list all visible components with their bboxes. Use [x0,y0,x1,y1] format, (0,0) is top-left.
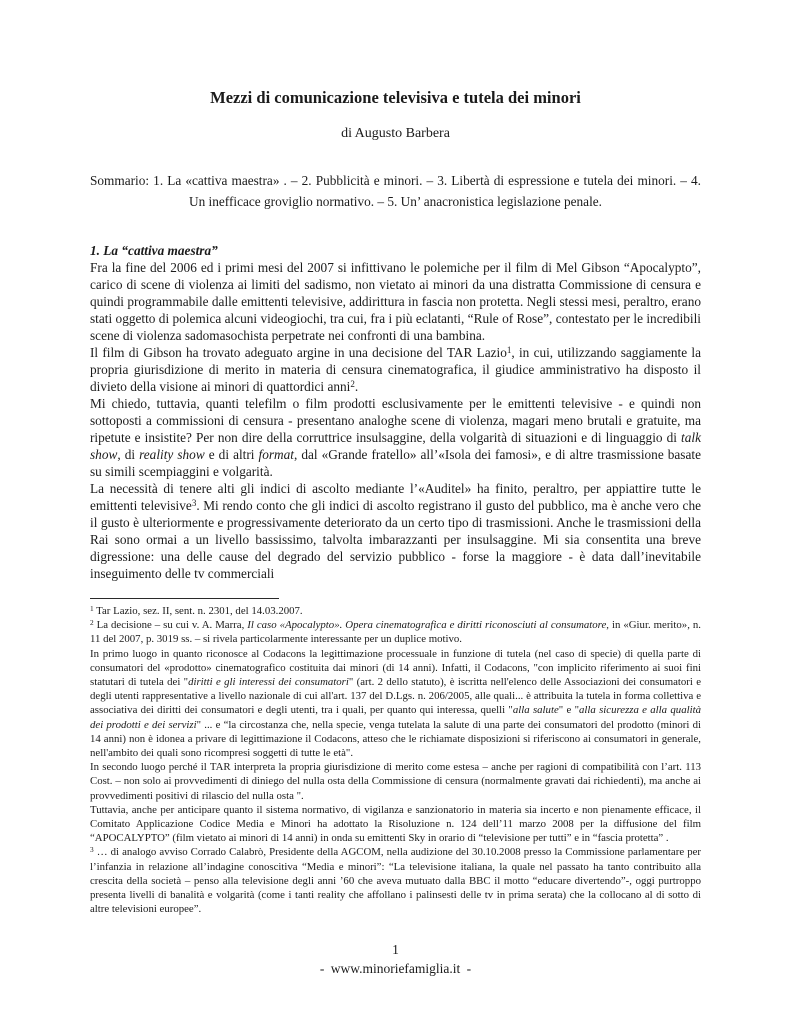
footnote-2-continued: Tuttavia, anche per anticipare quanto il sistema normativo, di vigilanza e sanzionatorio in materia sia incerto e non pienamente efficace, il Comitato Applicazione Codice Media e Minori ha adottato la Risoluzione n. 124 dell’11 marzo 2008 per la diffusione del film “APOCALYPTO” (film vietato ai minori di 14 anni) in onda su emittenti Sky in orario di “televisione per tutti” e in “fascia protetta” . [90,803,701,845]
body-paragraph: Il film di Gibson ha trovato adeguato argine in una decisione del TAR Lazio$^1$, in cui, utilizzando saggiamente la propria giurisdizione di merito in materia di censura cinematografica, il giudice amministrativo ha disposto il divieto della visione ai minori di quattordici anni$^2$. [90,344,701,394]
page-number: 1 [392,942,399,957]
sommario: Sommario: 1. La «cattiva maestra» . – 2. Pubblicità e minori. – 3. Libertà di espressione e tutela dei minori. – 4. Un inefficace groviglio normativo. – 5. Un’ anacronistica legislazione penale. [90,173,701,209]
section-heading: 1. La “cattiva maestra” [90,243,218,258]
body-paragraph: Fra la fine del 2006 ed i primi mesi del 2007 si infittivano le polemiche per il film di Mel Gibson “Apocalypto”, carico di scene di violenza ai limiti del sadismo, non vietato ai minori da una distratta Commissione di censura e quindi programmabile dalle emittenti televisive, addirittura in fascia non protetta. Negli stessi mesi, peraltro, erano stati oggetto di polemica alcuni videogiochi, tra cui, fra i più eclatanti, “Rule of Rose”, contestato per le incredibili scene di violenza sadomasochista perpetrate nei confronti di una bambina. [90,260,701,343]
footer-url: - www.minoriefamiglia.it - [319,961,472,976]
footnote-separator [90,598,279,599]
page-title: Mezzi di comunicazione televisiva e tutela dei minori [210,88,581,107]
footnotes-section [90,598,701,916]
footnote-2: $^2$ La decisione – su cui v. A. Marra, Il caso «Apocalypto». Opera cinematografica e diritti riconosciuti al consumatore, in «Giur. merito», n. 11 del 2007, p. 3019 ss. – si rivela particolarmente interessante per un duplice motivo. [90,617,701,646]
footnote-2-continued: In primo luogo in quanto riconosce al Codacons la legittimazione processuale in funzione di tutela (nel caso di specie) di quella parte di consumatori del «prodotto» cinematografico costituita dai minori (di 14 anni). Infatti, il Codacons, "con implicito riferimento ai suoi fini statutari di tutela dei "diritti e gli interessi dei consumatori" (art. 2 dello statuto), è iscritta nell'elenco delle Associazioni dei consumatori e degli utenti rappresentative a livello nazionale di cui all'art. 137 del D.Lgs. n. 206/2005, alle quali... è attribuita la tutela in forma collettiva e associativa dei diritti dei consumatori e degli utenti, tra i quali, per quanto qui interessa, quelli "alla salute" e "alla sicurezza e alla qualità dei prodotti e dei servizi" ... e “la circostanza che, nella specie, venga tutelata la salute di una parte dei consumatori del prodotto (minori di 14 anni) non è idonea a privare di legittimazione il Codacons, atteso che le richiamate disposizioni si riferiscono ai consumatori in generale, nell'ambito dei quali sono ricompresi soggetti di tutte le età". [90,647,701,760]
footnote-3: $^3$ … di analogo avviso Corrado Calabrò, Presidente della AGCOM, nella audizione del 30.10.2008 presso la Commissione parlamentare per l’infanzia in relazione all’indagine conoscitiva “Media e minori”: “La televisione italiana, la quale nel passato ha tanto contribuito alla crescita della società – penso alla televisione degli anni ’60 che aveva mutuato dalla BBC il motto “educare divertendo”-, oggi purtroppo presenta livelli di banalità e volgarità (come i tanti reality che affollano i palinsesti delle tv in prima serata) che la collocano al di sotto di altre televisioni europee”. [90,845,701,916]
footnote-2-continued: In secondo luogo perché il TAR interpreta la propria giurisdizione di merito come estesa – anche per ragioni di compatibilità con l’art. 113 Cost. – non solo ai provvedimenti di diniego del nulla osta della Commissione di censura (normalmente gravati dai richiedenti), ma anche ai provvedimenti positivi di rilascio del nulla osta ". [90,761,701,802]
author-line: di Augusto Barbera [341,126,450,141]
page-content [90,88,701,582]
body-paragraph: Mi chiedo, tuttavia, quanti telefilm o film prodotti esclusivamente per le emittenti televisive - e quindi non sottoposti a commissioni di censura - presentano analoghe scene di violenza, magari meno brutali e gratuite, ma ripetute e insistite? Per non dire della corruttrice insulsaggine, della volgarità di situazioni e di linguaggio di talk show, di reality show e di altri format, dal «Grande fratello» all’«Isola dei famosi», e di altre trasmissione basate su simili scempiaggini e volgarità. [90,396,701,479]
footnote-1: $^1$ Tar Lazio, sez. II, sent. n. 2301, del 14.03.2007. [90,603,303,617]
body-paragraph: La necessità di tenere alti gli indici di ascolto mediante l’«Auditel» ha finito, peraltro, per appiattire tutte le emittenti televisive$^3$. Mi rendo conto che gli indici di ascolto registrano il gusto del pubblico, ma è anche vero che il gusto è ulteriormente e progressivamente deteriorato da un certo tipo di trasmissioni. Anche le trasmissioni della Rai sono ormai a un livello bassissimo, talvolta imbarazzanti per insulsaggine. Mi sia consentita una breve digressione: una delle cause del degrado del servizio pubblico - forse la maggiore - è data dall’inevitabile inseguimento delle tv commerciali [90,481,701,581]
